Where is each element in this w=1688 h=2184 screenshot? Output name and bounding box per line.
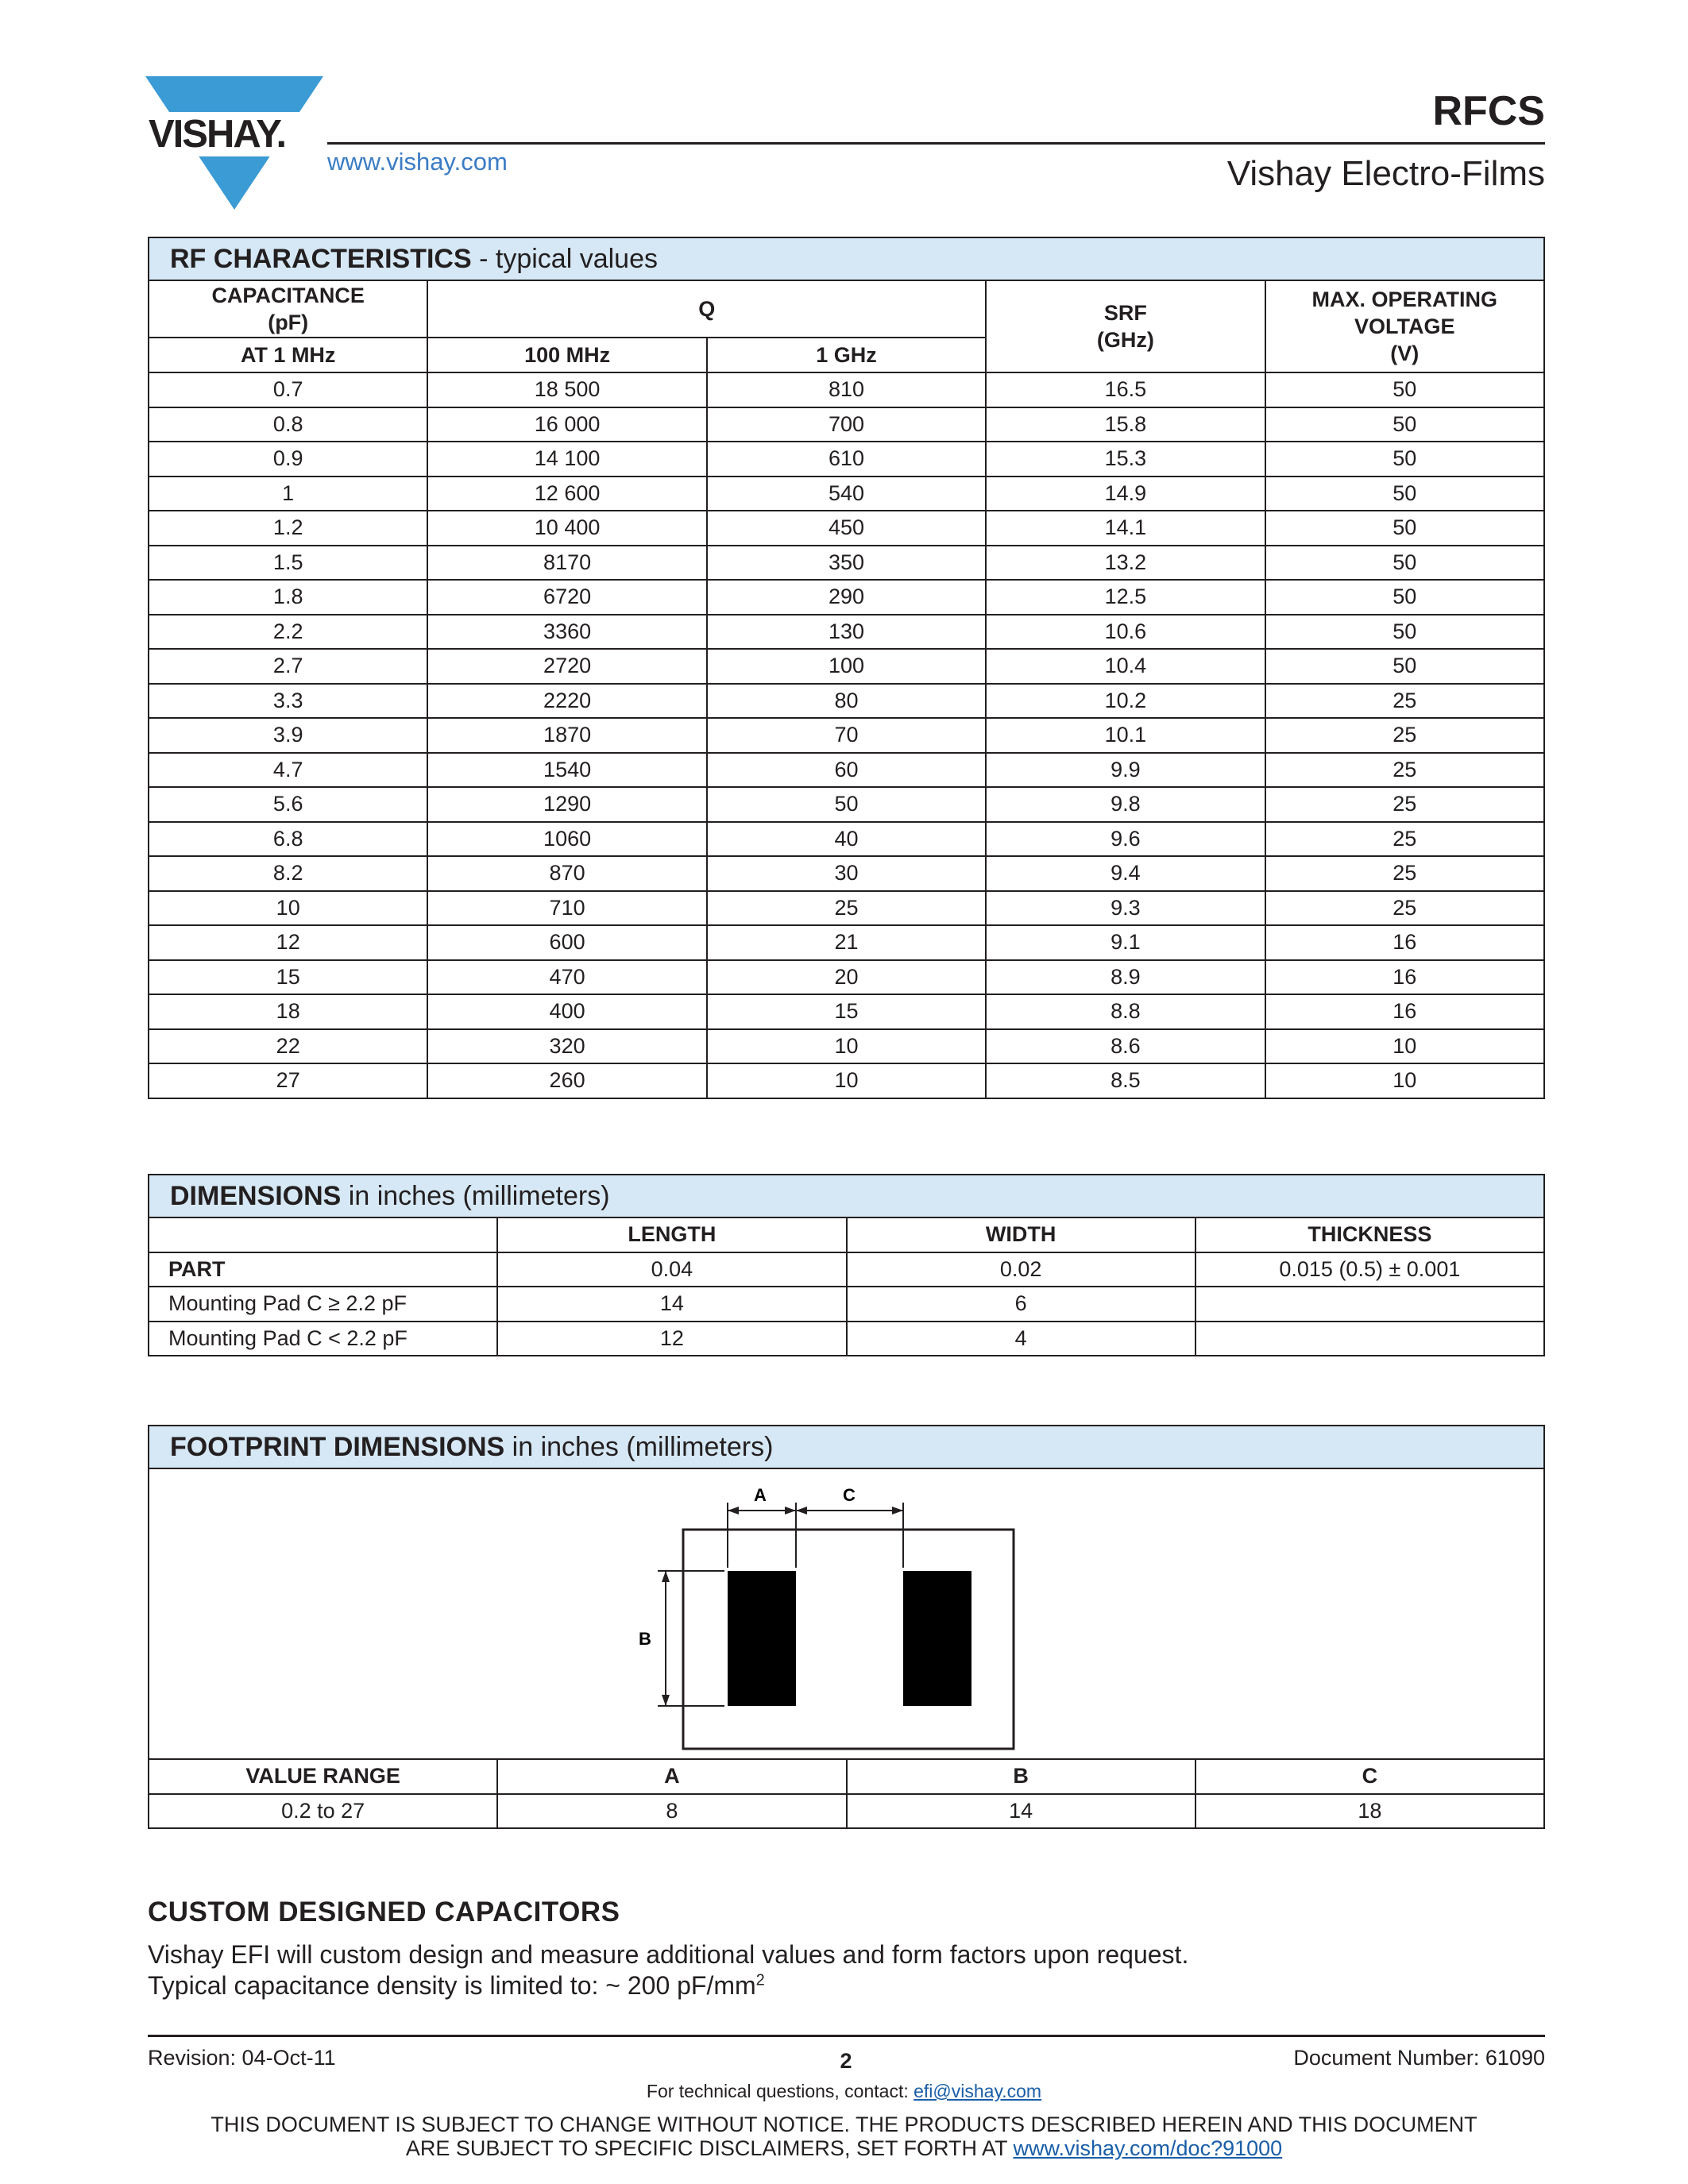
rf-cell: 400 (427, 994, 706, 1029)
custom-paragraph-2: Typical capacitance density is limited to: ~ 200 $pF/mm^2$ (148, 1971, 765, 2000)
rf-cell: 12.5 (986, 580, 1265, 615)
rf-cell: 8170 (427, 546, 706, 581)
rf-cell: 1290 (427, 787, 706, 822)
rf-cell: 50 (1265, 546, 1544, 581)
rf-cell: 5.6 (149, 787, 427, 822)
rf-cell: 710 (427, 891, 706, 926)
rf-cell: 2220 (427, 684, 706, 719)
rf-cell: 600 (427, 925, 706, 960)
pad-right (903, 1571, 971, 1706)
rf-cell: 60 (707, 753, 986, 788)
rf-data-row (149, 546, 1544, 581)
rf-cell: 1540 (427, 753, 706, 788)
rf-cell: 130 (707, 615, 986, 650)
rf-cell: 10 400 (427, 511, 706, 546)
rf-cell: 16 (1265, 994, 1544, 1029)
rf-cell: 2720 (427, 649, 706, 684)
rf-data-row (149, 615, 1544, 650)
rf-data-row (149, 822, 1544, 857)
label-a: A (754, 1485, 767, 1505)
rf-cell: 70 (707, 718, 986, 753)
rf-cell: 50 (1265, 615, 1544, 650)
rf-cell: 0.8 (149, 407, 427, 442)
rf-cell: 470 (427, 960, 706, 995)
rf-cell: 25 (1265, 718, 1544, 753)
dim-cell: 4 (847, 1322, 1196, 1356)
rf-data-row (149, 925, 1544, 960)
fp-cell: 8 (497, 1794, 846, 1829)
fp-col-b: B (847, 1759, 1196, 1794)
rf-data-row (149, 442, 1544, 477)
document-number: Document Number: 61090 (1293, 2046, 1545, 2070)
rf-cell: 870 (427, 856, 706, 891)
rf-cell: 3360 (427, 615, 706, 650)
vishay-logo (145, 76, 323, 211)
disclaimer-line-1: THIS DOCUMENT IS SUBJECT TO CHANGE WITHOUT NOTICE. THE PRODUCTS DESCRIBED HEREIN AND THIS DOCUMENT (211, 2113, 1477, 2136)
rf-cell: 25 (1265, 684, 1544, 719)
col-capacitance: CAPACITANCE (pF) (149, 280, 427, 338)
dim-cell: 14 (497, 1287, 846, 1322)
rf-cell: 610 (707, 442, 986, 477)
rf-cell: 10 (1265, 1063, 1544, 1098)
rf-cell: 30 (707, 856, 986, 891)
fp-col-a: A (497, 1759, 846, 1794)
disclaimer-line-2: ARE SUBJECT TO SPECIFIC DISCLAIMERS, SET FORTH AT www.vishay.com/doc?91000 (405, 2136, 1283, 2160)
rf-cell: 1.5 (149, 546, 427, 581)
rf-cell: 3.3 (149, 684, 427, 719)
fp-table-title: FOOTPRINT DIMENSIONS in inches (millimeters) (149, 1426, 1544, 1468)
fp-cell: 18 (1196, 1794, 1544, 1829)
arrow-a-right (785, 1507, 796, 1515)
rf-cell: 9.9 (986, 753, 1265, 788)
rf-cell: 10.1 (986, 718, 1265, 753)
fp-data-row (149, 1794, 1544, 1829)
rf-data-row (149, 684, 1544, 719)
rf-data-row (149, 372, 1544, 407)
custom-heading: CUSTOM DESIGNED CAPACITORS (148, 1897, 620, 1927)
dim-cell: Mounting Pad C ≥ 2.2 pF (149, 1287, 497, 1322)
fp-cell: 14 (847, 1794, 1196, 1829)
rf-cell: 100 (707, 649, 986, 684)
col-q: Q (427, 280, 986, 338)
doc-title: RFCS (1432, 88, 1545, 134)
rf-cell: 810 (707, 372, 986, 407)
rf-cell: 18 (149, 994, 427, 1029)
rf-cell: 9.1 (986, 925, 1265, 960)
rf-data-row (149, 994, 1544, 1029)
rf-data-row (149, 856, 1544, 891)
rf-cell: 22 (149, 1029, 427, 1064)
col-srf: SRF (GHz) (986, 280, 1265, 372)
disclaimer-link[interactable]: www.vishay.com/doc?91000 (1013, 2136, 1283, 2160)
rf-cell: 320 (427, 1029, 706, 1064)
page-number: 2 (840, 2049, 852, 2073)
rf-cell: 16 (1265, 925, 1544, 960)
rf-cell: 25 (707, 891, 986, 926)
rf-cell: 8.6 (986, 1029, 1265, 1064)
revision: Revision: 04-Oct-11 (148, 2046, 336, 2070)
footprint-dimensions-table (148, 1425, 1545, 1829)
rf-cell: 8.9 (986, 960, 1265, 995)
rf-data-row (149, 649, 1544, 684)
rf-cell: 4.7 (149, 753, 427, 788)
rf-cell: 15.3 (986, 442, 1265, 477)
dim-cell: 0.04 (497, 1252, 846, 1287)
doc-subtitle: Vishay Electro-Films (1226, 154, 1545, 193)
dim-table-title: DIMENSIONS in inches (millimeters) (149, 1175, 1544, 1217)
rf-cell: 12 (149, 925, 427, 960)
header-rule (327, 142, 1545, 145)
dim-data-row (149, 1287, 1544, 1322)
rf-data-row (149, 891, 1544, 926)
dim-col-empty (149, 1217, 497, 1252)
rf-cell: 10 (707, 1029, 986, 1064)
rf-cell: 50 (1265, 649, 1544, 684)
footprint-diagram (149, 1469, 1543, 1759)
col-at-1mhz: AT 1 MHz (149, 338, 427, 372)
rf-data-row (149, 580, 1544, 615)
rf-cell: 21 (707, 925, 986, 960)
rf-cell: 8.5 (986, 1063, 1265, 1098)
rf-cell: 8.2 (149, 856, 427, 891)
rf-cell: 1060 (427, 822, 706, 857)
dimensions-table (148, 1174, 1545, 1356)
rf-cell: 9.3 (986, 891, 1265, 926)
rf-cell: 450 (707, 511, 986, 546)
rf-cell: 25 (1265, 753, 1544, 788)
rf-cell: 0.7 (149, 372, 427, 407)
rf-cell: 15 (707, 994, 986, 1029)
rf-data-row (149, 511, 1544, 546)
rf-cell: 15 (149, 960, 427, 995)
rf-data-row (149, 718, 1544, 753)
rf-cell: 27 (149, 1063, 427, 1098)
dim-col-thickness: THICKNESS (1196, 1217, 1544, 1252)
pad-left (728, 1571, 796, 1706)
rf-cell: 540 (707, 477, 986, 511)
rf-cell: 10.2 (986, 684, 1265, 719)
rf-cell: 50 (1265, 407, 1544, 442)
dim-cell: 12 (497, 1322, 846, 1356)
arrow-b-top (662, 1571, 670, 1582)
label-b: B (639, 1629, 651, 1649)
dim-cell: 0.015 (0.5) ± 0.001 (1196, 1252, 1544, 1287)
rf-cell: 18 500 (427, 372, 706, 407)
rf-cell: 50 (1265, 511, 1544, 546)
rf-cell: 1.2 (149, 511, 427, 546)
rf-cell: 50 (1265, 372, 1544, 407)
dim-cell: Mounting Pad C < 2.2 pF (149, 1322, 497, 1356)
rf-cell: 80 (707, 684, 986, 719)
rf-cell: 25 (1265, 787, 1544, 822)
rf-data-row (149, 787, 1544, 822)
contact-line: For technical questions, contact: efi@vishay.com (646, 2081, 1042, 2101)
rf-data-row (149, 753, 1544, 788)
dim-cell: 6 (847, 1287, 1196, 1322)
rf-cell: 40 (707, 822, 986, 857)
rf-cell: 20 (707, 960, 986, 995)
rf-cell: 13.2 (986, 546, 1265, 581)
rf-data-row (149, 407, 1544, 442)
rf-cell: 700 (707, 407, 986, 442)
rf-cell: 14 100 (427, 442, 706, 477)
rf-cell: 2.7 (149, 649, 427, 684)
col-max-voltage: MAX. OPERATING VOLTAGE (V) (1265, 280, 1544, 372)
rf-data-row (149, 1029, 1544, 1064)
col-q-1ghz: 1 GHz (707, 338, 986, 372)
arrow-a-left (728, 1507, 739, 1515)
dim-cell: 0.02 (847, 1252, 1196, 1287)
contact-email-link[interactable]: efi@vishay.com (914, 2081, 1042, 2101)
rf-data-row (149, 1063, 1544, 1098)
fp-col-value-range: VALUE RANGE (149, 1759, 497, 1794)
rf-cell: 14.9 (986, 477, 1265, 511)
rf-cell: 15.8 (986, 407, 1265, 442)
dim-cell: PART (149, 1252, 497, 1287)
rf-cell: 50 (1265, 580, 1544, 615)
dim-data-row (149, 1252, 1544, 1287)
arrow-b-bottom (662, 1695, 670, 1706)
rf-cell: 10.4 (986, 649, 1265, 684)
rf-cell: 50 (1265, 442, 1544, 477)
rf-cell: 9.8 (986, 787, 1265, 822)
arrow-c-right (892, 1507, 903, 1515)
rf-cell: 9.6 (986, 822, 1265, 857)
rf-cell: 10.6 (986, 615, 1265, 650)
rf-cell: 12 600 (427, 477, 706, 511)
dim-col-length: LENGTH (497, 1217, 846, 1252)
rf-cell: 9.4 (986, 856, 1265, 891)
footer-rule (148, 2035, 1545, 2037)
rf-characteristics-table (148, 237, 1545, 1099)
fp-cell: 0.2 to 27 (149, 1794, 497, 1829)
label-c: C (843, 1485, 856, 1505)
rf-cell: 6720 (427, 580, 706, 615)
rf-cell: 8.8 (986, 994, 1265, 1029)
rf-cell: 25 (1265, 822, 1544, 857)
rf-cell: 25 (1265, 891, 1544, 926)
footprint-figure (149, 1468, 1544, 1759)
rf-cell: 1 (149, 477, 427, 511)
dim-cell (1196, 1287, 1544, 1322)
rf-cell: 25 (1265, 856, 1544, 891)
rf-cell: 1.8 (149, 580, 427, 615)
rf-cell: 6.8 (149, 822, 427, 857)
rf-cell: 10 (1265, 1029, 1544, 1064)
rf-cell: 50 (1265, 477, 1544, 511)
fp-col-c: C (1196, 1759, 1544, 1794)
rf-table-title: RF CHARACTERISTICS - typical values (149, 237, 1544, 280)
rf-cell: 260 (427, 1063, 706, 1098)
rf-cell: 16 (1265, 960, 1544, 995)
dim-data-row (149, 1322, 1544, 1356)
rf-cell: 3.9 (149, 718, 427, 753)
rf-cell: 10 (707, 1063, 986, 1098)
rf-cell: 14.1 (986, 511, 1265, 546)
rf-cell: 2.2 (149, 615, 427, 650)
rf-cell: 350 (707, 546, 986, 581)
rf-cell: 290 (707, 580, 986, 615)
rf-cell: 50 (707, 787, 986, 822)
rf-cell: 16 000 (427, 407, 706, 442)
col-q-100mhz: 100 MHz (427, 338, 706, 372)
rf-data-row (149, 960, 1544, 995)
dim-cell (1196, 1322, 1544, 1356)
rf-cell: 10 (149, 891, 427, 926)
dim-col-width: WIDTH (847, 1217, 1196, 1252)
rf-cell: 1870 (427, 718, 706, 753)
arrow-c-left (796, 1507, 807, 1515)
logo-text: VISHAY. (145, 112, 323, 156)
rf-data-row (149, 477, 1544, 511)
rf-cell: 16.5 (986, 372, 1265, 407)
rf-cell: 0.9 (149, 442, 427, 477)
site-url-link[interactable]: www.vishay.com (327, 148, 508, 176)
custom-paragraph-1: Vishay EFI will custom design and measure additional values and form factors upon request. (148, 1940, 1189, 1969)
